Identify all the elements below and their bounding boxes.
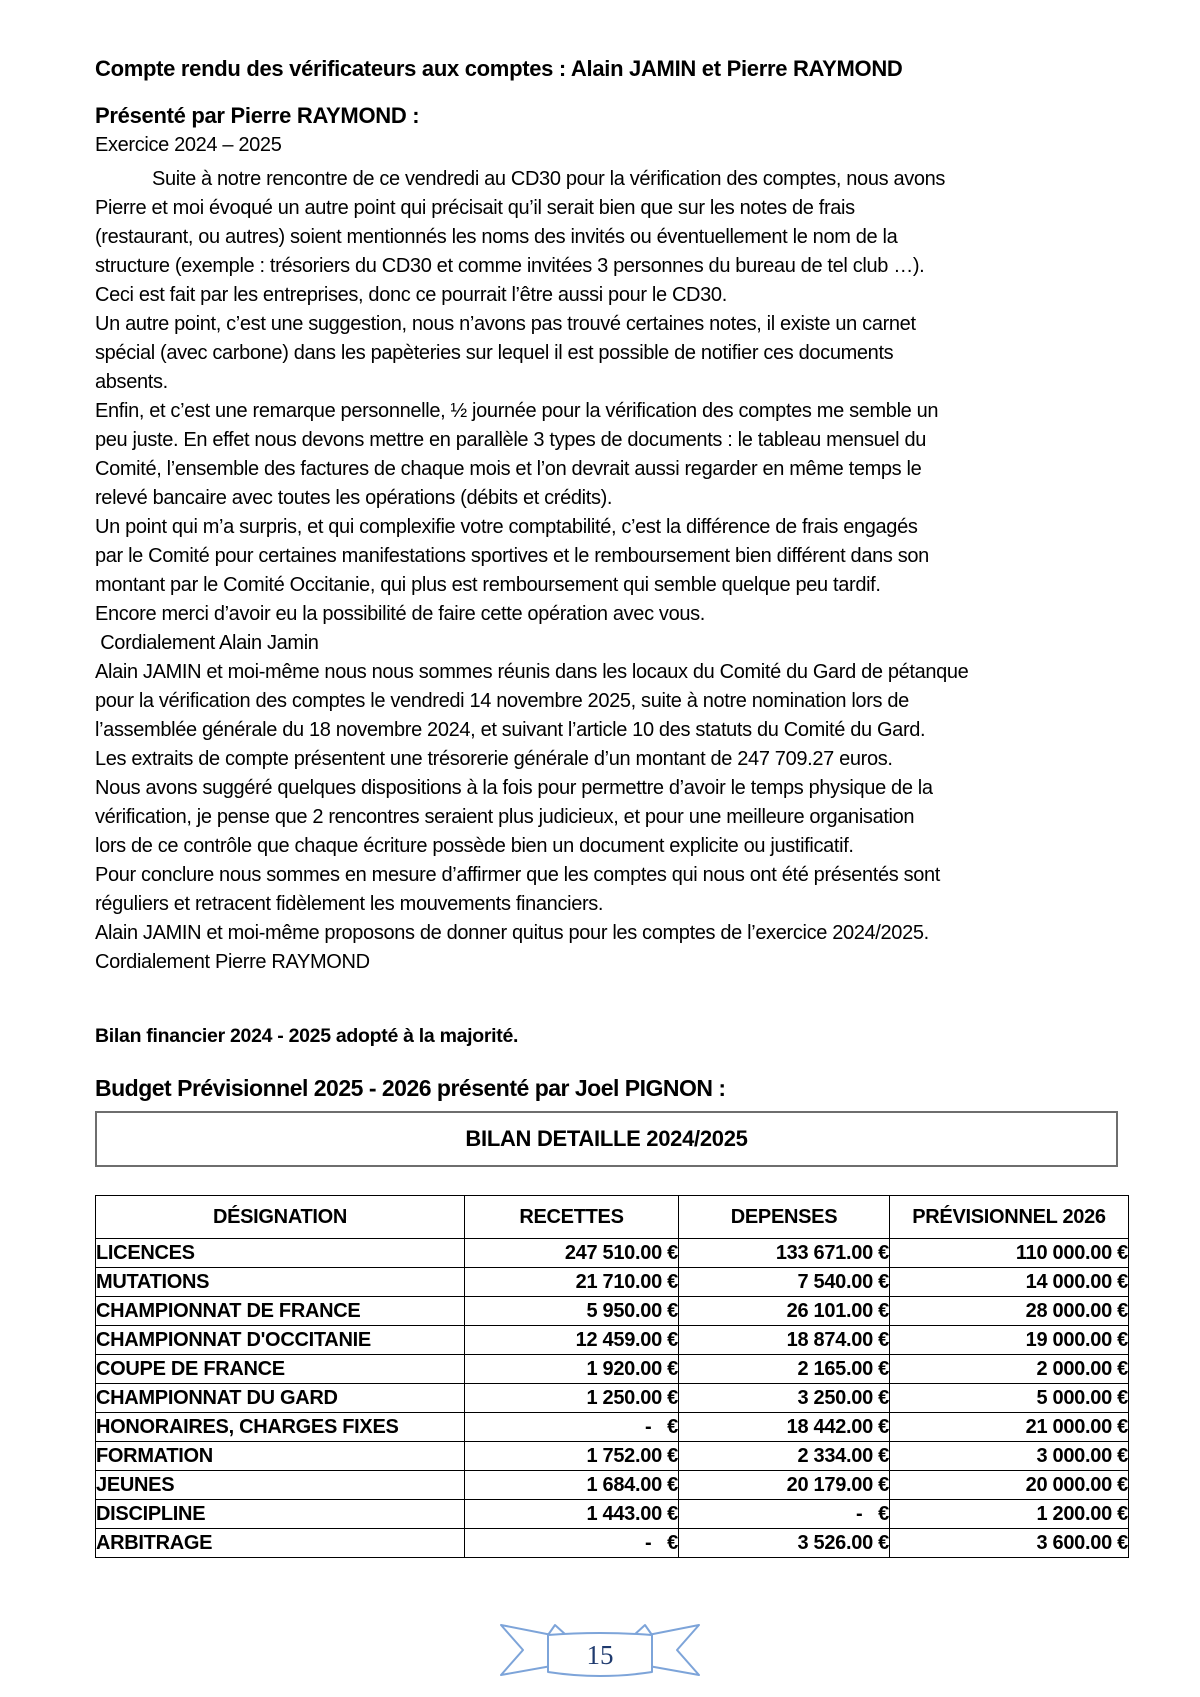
body-line: peu juste. En effet nous devons mettre en parallèle 3 types de documents : le tableau mensuel du xyxy=(95,429,927,451)
cell-depenses: 3 526.00 € xyxy=(679,1529,890,1558)
table-row xyxy=(96,1384,1129,1413)
cell-recettes: 5 950.00 € xyxy=(465,1297,679,1326)
cell-depenses: 18 874.00 € xyxy=(679,1326,890,1355)
page-number-ribbon xyxy=(497,1621,703,1679)
header-previsionnel: PRÉVISIONNEL 2026 xyxy=(890,1196,1129,1239)
page-number: 15 xyxy=(586,1640,614,1670)
body-line: Un point qui m’a surpris, et qui complexifie votre comptabilité, c’est la différence de frais engagés xyxy=(95,516,918,538)
report-title: Compte rendu des vérificateurs aux comptes : Alain JAMIN et Pierre RAYMOND xyxy=(95,56,903,81)
cell-previsionnel: 110 000.00 € xyxy=(890,1239,1129,1268)
cell-previsionnel: 5 000.00 € xyxy=(890,1384,1129,1413)
table-row xyxy=(96,1500,1129,1529)
cell-recettes: 1 250.00 € xyxy=(465,1384,679,1413)
body-line: Ceci est fait par les entreprises, donc ce pourrait l’être aussi pour le CD30. xyxy=(95,284,727,306)
body-line: Alain JAMIN et moi-même proposons de donner quitus pour les comptes de l’exercice 2024/2025. xyxy=(95,922,929,944)
cell-designation: LICENCES xyxy=(96,1239,465,1268)
bilan-table-body xyxy=(96,1239,1129,1558)
header-recettes: RECETTES xyxy=(465,1196,679,1239)
cell-designation: MUTATIONS xyxy=(96,1268,465,1297)
body-line: relevé bancaire avec toutes les opérations (débits et crédits). xyxy=(95,487,613,509)
ribbon-banner-graphic xyxy=(497,1621,703,1679)
body-line: vérification, je pense que 2 rencontres seraient plus judicieux, et pour une meilleure organisation xyxy=(95,806,915,828)
body-line: montant par le Comité Occitanie, qui plus est remboursement qui semble quelque peu tardif. xyxy=(95,574,881,596)
body-line: Suite à notre rencontre de ce vendredi au CD30 pour la vérification des comptes, nous avons xyxy=(152,168,946,190)
body-line: Pierre et moi évoqué un autre point qui précisait qu’il serait bien que sur les notes de frais xyxy=(95,197,855,219)
cell-previsionnel: 1 200.00 € xyxy=(890,1500,1129,1529)
body-line: Cordialement Pierre RAYMOND xyxy=(95,951,370,973)
cell-depenses: 7 540.00 € xyxy=(679,1268,890,1297)
body-line: Nous avons suggéré quelques dispositions à la fois pour permettre d’avoir le temps physique de la xyxy=(95,777,933,799)
cell-previsionnel: 3 600.00 € xyxy=(890,1529,1129,1558)
cell-designation: CHAMPIONNAT D'OCCITANIE xyxy=(96,1326,465,1355)
body-line: lors de ce contrôle que chaque écriture possède bien un document explicite ou justificatif. xyxy=(95,835,854,857)
cell-recettes: 1 752.00 € xyxy=(465,1442,679,1471)
cell-previsionnel: 21 000.00 € xyxy=(890,1413,1129,1442)
cell-recettes: - € xyxy=(465,1413,679,1442)
cell-designation: JEUNES xyxy=(96,1471,465,1500)
cell-designation: ARBITRAGE xyxy=(96,1529,465,1558)
exercise-line: Exercice 2024 – 2025 xyxy=(95,134,282,156)
cell-designation: HONORAIRES, CHARGES FIXES xyxy=(96,1413,465,1442)
body-line: spécial (avec carbone) dans les papèteries sur lequel il est possible de notifier ces documents xyxy=(95,342,894,364)
cell-designation: COUPE DE FRANCE xyxy=(96,1355,465,1384)
bilan-box-title: BILAN DETAILLE 2024/2025 xyxy=(465,1126,748,1151)
cell-designation: CHAMPIONNAT DU GARD xyxy=(96,1384,465,1413)
cell-previsionnel: 14 000.00 € xyxy=(890,1268,1129,1297)
cell-previsionnel: 20 000.00 € xyxy=(890,1471,1129,1500)
cell-designation: CHAMPIONNAT DE FRANCE xyxy=(96,1297,465,1326)
table-row xyxy=(96,1442,1129,1471)
report-body xyxy=(95,165,1130,977)
table-row xyxy=(96,1529,1129,1558)
cell-depenses: 18 442.00 € xyxy=(679,1413,890,1442)
table-header-row xyxy=(96,1196,1129,1239)
cell-depenses: - € xyxy=(679,1500,890,1529)
budget-heading: Budget Prévisionnel 2025 - 2026 présenté par Joel PIGNON : xyxy=(95,1075,726,1101)
body-line: Alain JAMIN et moi-même nous nous sommes réunis dans les locaux du Comité du Gard de pétanque xyxy=(95,661,969,683)
table-row xyxy=(96,1239,1129,1268)
cell-recettes: 1 443.00 € xyxy=(465,1500,679,1529)
body-line: l’assemblée générale du 18 novembre 2024, et suivant l’article 10 des statuts du Comité du Gard. xyxy=(95,719,926,741)
cell-previsionnel: 2 000.00 € xyxy=(890,1355,1129,1384)
body-line: Comité, l’ensemble des factures de chaque mois et l’on devrait aussi regarder en même temps le xyxy=(95,458,922,480)
cell-depenses: 3 250.00 € xyxy=(679,1384,890,1413)
cell-depenses: 2 165.00 € xyxy=(679,1355,890,1384)
body-line: Les extraits de compte présentent une trésorerie générale d’un montant de 247 709.27 euros. xyxy=(95,748,893,770)
cell-recettes: 247 510.00 € xyxy=(465,1239,679,1268)
body-line: Cordialement Alain Jamin xyxy=(95,632,319,654)
header-depenses: DEPENSES xyxy=(679,1196,890,1239)
bilan-table xyxy=(95,1195,1129,1558)
body-line: Un autre point, c’est une suggestion, nous n’avons pas trouvé certaines notes, il existe un carnet xyxy=(95,313,916,335)
cell-recettes: 1 684.00 € xyxy=(465,1471,679,1500)
cell-designation: FORMATION xyxy=(96,1442,465,1471)
cell-depenses: 2 334.00 € xyxy=(679,1442,890,1471)
body-line: réguliers et retracent fidèlement les mouvements financiers. xyxy=(95,893,604,915)
table-row xyxy=(96,1355,1129,1384)
body-line: structure (exemple : trésoriers du CD30 et comme invitées 3 personnes du bureau de tel club …). xyxy=(95,255,925,277)
bilan-adoption-note: Bilan financier 2024 - 2025 adopté à la majorité. xyxy=(95,1025,519,1047)
bilan-detaille-box xyxy=(95,1111,1118,1167)
cell-previsionnel: 28 000.00 € xyxy=(890,1297,1129,1326)
report-subtitle: Présenté par Pierre RAYMOND : xyxy=(95,103,420,128)
cell-previsionnel: 3 000.00 € xyxy=(890,1442,1129,1471)
table-row xyxy=(96,1326,1129,1355)
cell-depenses: 133 671.00 € xyxy=(679,1239,890,1268)
body-line: pour la vérification des comptes le vendredi 14 novembre 2025, suite à notre nomination lors de xyxy=(95,690,909,712)
body-line: Enfin, et c’est une remarque personnelle, ½ journée pour la vérification des comptes me semble un xyxy=(95,400,939,422)
cell-recettes: 12 459.00 € xyxy=(465,1326,679,1355)
cell-depenses: 20 179.00 € xyxy=(679,1471,890,1500)
cell-recettes: - € xyxy=(465,1529,679,1558)
body-line: (restaurant, ou autres) soient mentionnés les noms des invités ou éventuellement le nom de la xyxy=(95,226,898,248)
cell-depenses: 26 101.00 € xyxy=(679,1297,890,1326)
body-line: absents. xyxy=(95,371,168,393)
table-row xyxy=(96,1471,1129,1500)
cell-previsionnel: 19 000.00 € xyxy=(890,1326,1129,1355)
cell-designation: DISCIPLINE xyxy=(96,1500,465,1529)
table-row xyxy=(96,1268,1129,1297)
body-line: Encore merci d’avoir eu la possibilité de faire cette opération avec vous. xyxy=(95,603,705,625)
table-row xyxy=(96,1413,1129,1442)
cell-recettes: 1 920.00 € xyxy=(465,1355,679,1384)
cell-recettes: 21 710.00 € xyxy=(465,1268,679,1297)
table-row xyxy=(96,1297,1129,1326)
body-line: Pour conclure nous sommes en mesure d’affirmer que les comptes qui nous ont été présentés sont xyxy=(95,864,940,886)
header-designation: DÉSIGNATION xyxy=(96,1196,465,1239)
body-line: par le Comité pour certaines manifestations sportives et le remboursement bien différent dans son xyxy=(95,545,929,567)
